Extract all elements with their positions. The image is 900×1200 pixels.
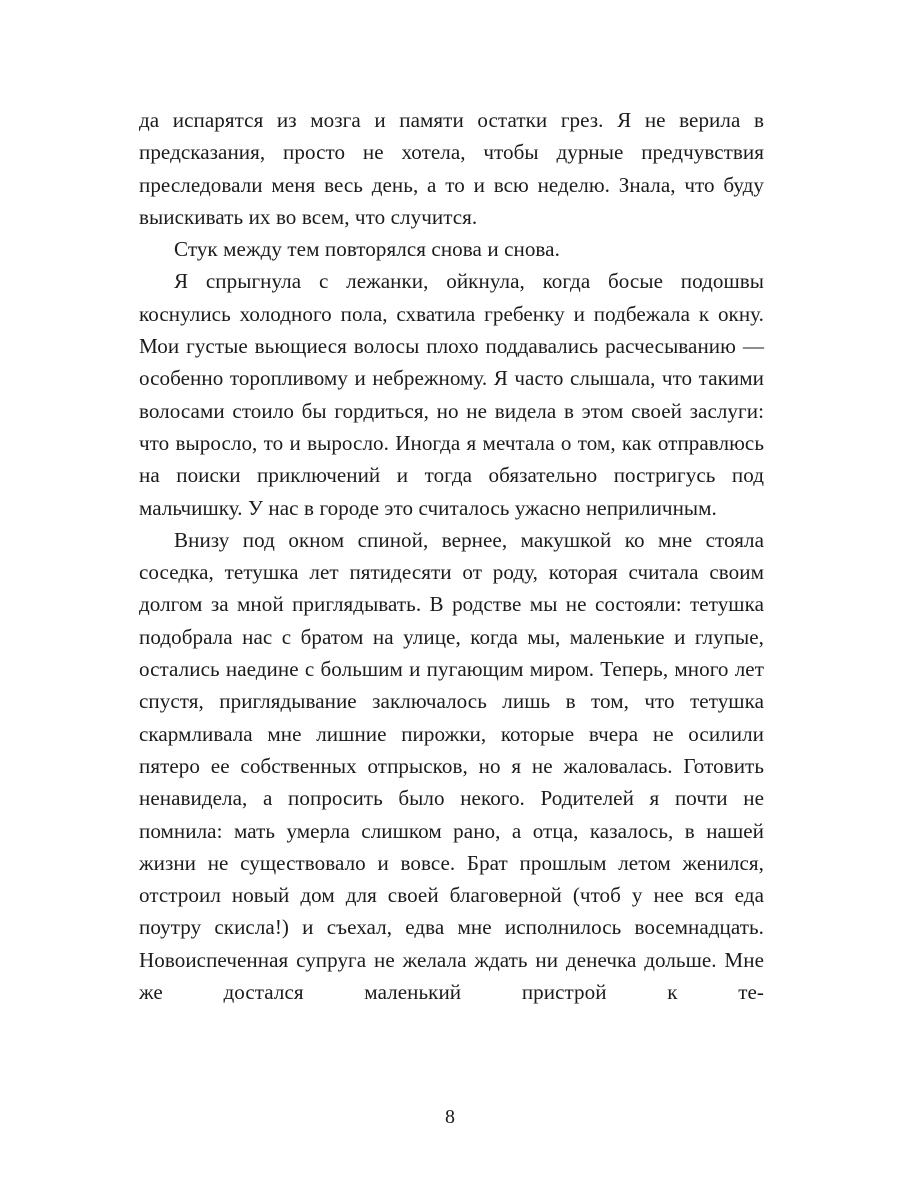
paragraph-continues-next-page: Внизу под окном спиной, вернее, макушкой ко мне стояла соседка, тетушка лет пятидесяти от роду, которая считала своим долгом за мной приглядывать. В родстве мы не состояли: тетушка подобрала нас с братом на улице, когда мы, маленькие и глупые, остались наедине с большим и пугающим миром. Теперь, много лет спустя, приглядывание заключалось лишь в том, что тетушка скармливала мне лишние пирожки, которые вчера не осилили пятеро ее собственных отпрысков, но я не жаловалась. Готовить ненавидела, а попросить было некого. Родителей я почти не помнила: мать умерла слишком рано, а отца, казалось, в нашей жизни не существовало и вовсе. Брат прошлым летом женился, отстроил новый дом для своей благоверной (чтоб у нее вся еда поутру скисла!) и съехал, едва мне исполнилось восемнадцать. Новоиспеченная супруга не желала ждать ни денечка дольше. Мне же достался маленький пристрой к те- [139, 527, 764, 1005]
paragraph-continued: да испарятся из мозга и памяти остатки грез. Я не верила в предсказания, просто не хотела, чтобы дурные предчувствия преследовали меня весь день, а то и всю неделю. Знала, что буду выискивать их во всем, что случится. [139, 108, 764, 229]
body-text-column [139, 104, 764, 1041]
page-number: 8 [445, 1106, 455, 1128]
paragraph: Стук между тем повторялся снова и снова. [174, 237, 560, 262]
paragraph: Я спрыгнула с лежанки, ойкнула, когда босые подошвы коснулись холодного пола, схватила гребенку и подбежала к окну. Мои густые вьющиеся волосы плохо поддавались расчесыванию — особенно торопливому и небрежному. Я часто слышала, что такими волосами стоило бы гордиться, но не видела в этом своей заслуги: что выросло, то и выросло. Иногда я мечтала о том, как отправлюсь на поиски приключений и тогда обязательно постригусь под мальчишку. У нас в городе это считалось ужасно неприличным. [139, 269, 764, 520]
